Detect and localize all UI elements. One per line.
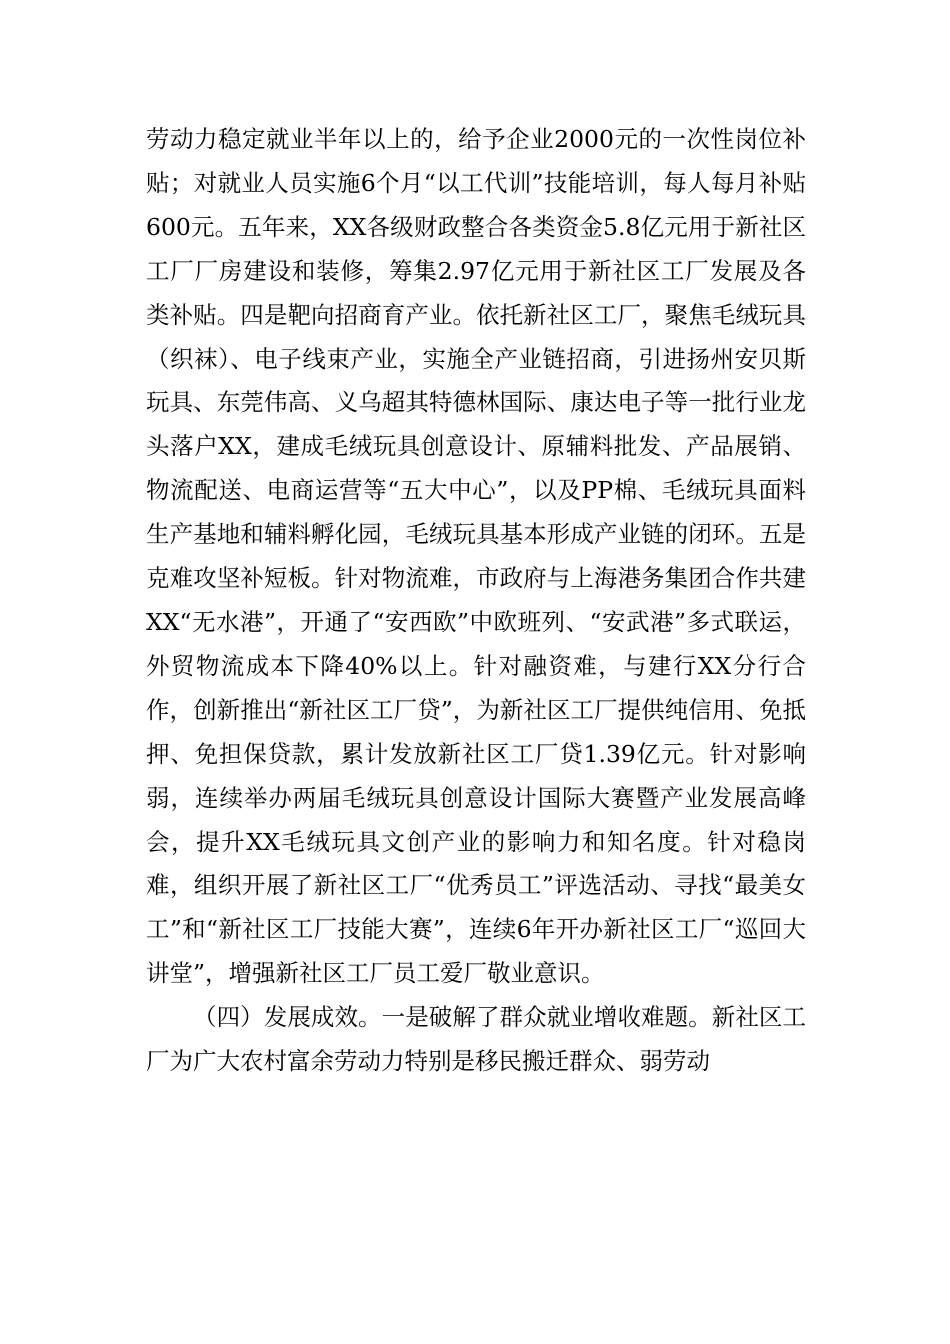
body-paragraph-continued: 劳动力稳定就业半年以上的，给予企业2000元的一次性岗位补贴；对就业人员实施6个月“以工代训”技能培训，每人每月补贴600元。五年来，XX各级财政整合各类资金5.8亿元用于新社区工厂厂房建设和装修，筹集2.97亿元用于新社区工厂发展及各类补贴。四是靶向招商育产业。依托新社区工厂，聚焦毛绒玩具（织袜）、电子线束产业，实施全产业链招商，引进扬州安贝斯玩具、东莞伟高、义乌超其特德林国际、康达电子等一批行业龙头落户XX，建成毛绒玩具创意设计、原辅料批发、产品展销、物流配送、电商运营等“五大中心”，以及PP棉、毛绒玩具面料生产基地和辅料孵化园，毛绒玩具基本形成产业链的闭环。五是克难攻坚补短板。针对物流难，市政府与上海港务集团合作共建XX“无水港”，开通了“安西欧”中欧班列、“安武港”多式联运，外贸物流成本下降40%以上。针对融资难，与建行XX分行合作，创新推出“新社区工厂贷”，为新社区工厂提供纯信用、免抵押、免担保贷款，累计发放新社区工厂贷1.39亿元。针对影响弱，连续举办两届毛绒玩具创意设计国际大赛暨产业发展高峰会，提升XX毛绒玩具文创产业的影响力和知名度。针对稳岗难，组织开展了新社区工厂“优秀员工”评选活动、寻找“最美女工”和“新社区工厂技能大赛”，连续6年开办新社区工厂“巡回大讲堂”，增强新社区工厂员工爱厂敬业意识。 (146, 125, 806, 988)
document-page (146, 118, 806, 1084)
body-paragraph-development-results: （四）发展成效。一是破解了群众就业增收难题。新社区工厂为广大农村富余劳动力特别是移民搬迁群众、弱劳动 (146, 1003, 806, 1076)
